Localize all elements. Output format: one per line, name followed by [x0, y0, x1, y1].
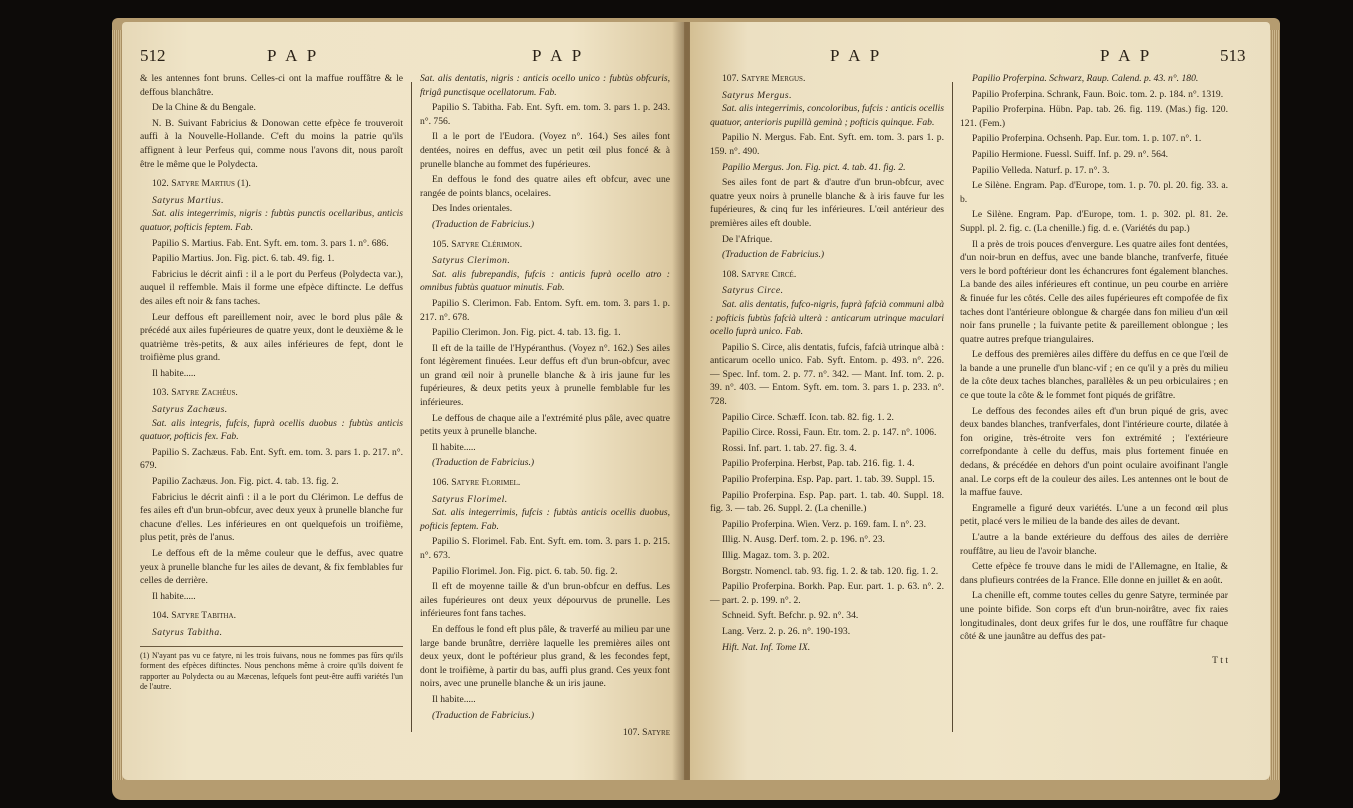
reference: Papilio Mergus. Jon. Fig. pict. 4. tab. 41. fig. 2. [722, 161, 906, 173]
description: Fabricius le décrit ainfi : il a le port du Perfeus (Polydecta var.), auquel il reffemble. Mais il forme une efpèce diftincte. Le deffus des ailes eft noir & fans taches. [140, 268, 403, 307]
running-header: P A P [267, 46, 320, 65]
reference: Papilio S. Circe, alis dentatis, fufcis, fafcià utrinque albà : anticarum ocello unico. Fab. Syft. Entom. p. 493. n°. 226. — Spec. Inf. tom. 2. p. 77. n°. 342. — Mant. Inf. tom. 2. p. 39. n°. 403. — Entom. Syft. em. tom. 3. pars 1. p. 233. n°. 728. [710, 341, 944, 408]
entry-heading: 105. Satyre Clérimon. [432, 238, 523, 250]
entry-heading: 102. Satyre Martius (1). [152, 178, 251, 190]
paragraph: & les antennes font bruns. Celles-ci ont la maffue rouffâtre & le deffous blanchâtre. [140, 73, 403, 98]
paragraph: De la Chine & du Bengale. [152, 102, 256, 114]
right-page [690, 22, 1270, 780]
reference: Papilio Proferpina. Esp. Pap. part. 1. tab. 40. Suppl. 18. fig. 3. — tab. 26. Suppl. 2. (La chenille.) [710, 489, 944, 515]
genus-name: Satyrus Circe. [722, 285, 784, 297]
reference: Papilio Proferpina. Herbst, Pap. tab. 216. fig. 1. 4. [722, 458, 915, 470]
habitat: Il habite..... [432, 441, 476, 453]
translation-note: (Traduction de Fabricius.) [432, 218, 535, 230]
reference: Papilio Florimel. Jon. Fig. pict. 6. tab. 50. fig. 2. [432, 565, 618, 577]
description: Leur deffous eft pareillement noir, avec le bord plus pâle & précédé aux ailes fupérieures de quatre yeux, dont le deuxième & le quatrième très-petits, & aux ailes inférieures de fept, dont le troifième plus grand. [140, 311, 403, 364]
reference: Papilio S. Florimel. Fab. Ent. Syft. em. tom. 3. pars 1. p. 215. n°. 673. [420, 536, 670, 561]
latin-diagnosis: Sat. alis integerrimis, concoloribus, fufcis : anticis ocellis quatuor, anterioris pupillà geminà ; pofticis quinque. Fab. [710, 103, 944, 128]
reference: Rossi. Inf. part. 1. tab. 27. fig. 3. 4. [722, 442, 857, 454]
reference: Borgstr. Nomencl. tab. 93. fig. 1. 2. & tab. 120. fig. 1. 2. [722, 565, 939, 577]
habitat: Il habite..... [432, 693, 476, 705]
left-column-1 [140, 72, 403, 693]
reference: Lang. Verz. 2. p. 26. n°. 190-193. [722, 625, 851, 637]
translation-note: (Traduction de Fabricius.) [722, 249, 825, 261]
reference: Schneid. Syft. Befchr. p. 92. n°. 34. [722, 610, 859, 622]
reference: Papilio S. Tabitha. Fab. Ent. Syft. em. tom. 3. pars 1. p. 243. n°. 756. [420, 102, 670, 127]
latin-diagnosis: Sat. alis fubrepandis, fufcis : anticis fuprà ocello atro : omnibus fubtùs quatuor minutis. Fab. [420, 268, 670, 294]
description: Le deffous de chaque aile a l'extrémité plus pâle, avec quatre petits yeux à prunelle blanche. [420, 412, 670, 438]
translation-note: (Traduction de Fabricius.) [432, 457, 535, 469]
description: Fabricius le décrit ainfi : il a le port du Clérimon. Le deffus de fes ailes eft d'un brun-obfcur, avec deux yeux à prunelle blanche fur chacune d'elles. Les inférieures en ont quelquefois un troifième, plus petit, près de l'anus. [140, 491, 403, 544]
description: Il eft de moyenne taille & d'un brun-obfcur en deffus. Les ailes fupérieures ont deux yeux dépourvus de prunelle. Les inférieures font fans taches. [420, 581, 670, 620]
habitat: Il habite..... [152, 590, 196, 602]
right-column-2 [960, 72, 1228, 667]
latin-diagnosis: Sat. alis integris, fufcis, fuprà ocellis duobus : fubtùs anticis quatuor, pofticis fex. Fab. [140, 417, 403, 443]
latin-diagnosis: Sat. alis dentatis, fufco-nigris, fuprà fafcià communi albà : pofticis fubtùs fafcià ulterà : anticarum utrinque maculari ocello fuprà unico. Fab. [710, 298, 944, 338]
reference: Papilio Velleda. Naturf. p. 17. n°. 3. [972, 164, 1110, 176]
reference: Papilio Zachæus. Jon. Fig. pict. 4. tab. 13. fig. 2. [152, 476, 339, 488]
description: Le deffous des premières ailes diffère du deffus en ce que l'œil de la bande a une prunelle d'un blanc-vif ; en ce qu'il y a près du milieu de la côte deux taches blanches, parallèles & un peu orbiculaires ; en ce que toute la côte & le fommet font piqués de grifâtre. [960, 349, 1228, 402]
running-header: P A P [830, 46, 883, 65]
reference: Illig. Magaz. tom. 3. p. 202. [722, 550, 830, 561]
reference: Papilio Hermione. Fuessl. Suiff. Inf. p. 29. n°. 564. [972, 148, 1169, 160]
reference: Papilio Circe. Rossi, Faun. Etr. tom. 2. p. 147. n°. 1006. [722, 427, 937, 439]
description: La chenille eft, comme toutes celles du genre Satyre, terminée par une pointe bifide. Son corps eft d'un brun-noirâtre, avec fix raies longitudinales, dont deux grifes fur le dos, une rouffâtre fur chaque côté & une jaunâtre au deffus des pat- [960, 590, 1228, 643]
reference: Papilio Proferpina. Hübn. Pap. tab. 26. fig. 119. (Mas.) fig. 120. 121. (Fem.) [960, 104, 1228, 129]
habitat: Des Indes orientales. [432, 203, 513, 215]
reference: Papilio Clerimon. Jon. Fig. pict. 4. tab. 13. fig. 1. [432, 327, 621, 339]
description: Le deffous des fecondes ailes eft d'un brun piqué de gris, avec deux bandes blanches, tranfverfales, dont l'intérieure courte, dilatée à fon origine, très-étroite vers fon extrémité ; l'extérieure correfpondante à celle du deffus, mais plus fortement finuée en dedans, & précédée en dehors d'un point oculaire avoifinant l'angle anal. Le corps eft de la couleur des ailes. Les antennes ont le bout de la maffue fauve. [960, 405, 1228, 499]
entry-heading: 103. Satyre Zachéus. [152, 387, 238, 399]
page-number: 513 [1220, 46, 1246, 65]
habitat: Il habite..... [152, 367, 196, 379]
reference: Illig. N. Ausg. Derf. tom. 2. p. 196. n°. 23. [722, 534, 885, 546]
description: Ses ailes font de part & d'autre d'un brun-obfcur, avec quatre yeux noirs à prunelle blanche & à iris fauve fur les fupérieures, & cinq fur les inférieures. L'œil antérieur des premières ailes eft double. [710, 177, 944, 229]
running-header: P A P [1100, 46, 1153, 65]
reference: Papilio S. Martius. Fab. Ent. Syft. em. tom. 3. pars 1. n°. 686. [152, 237, 389, 249]
translation-note: (Traduction de Fabricius.) [432, 709, 535, 721]
entry-heading: 108. Satyre Circé. [722, 268, 797, 280]
paragraph: N. B. Suivant Fabricius & Donowan cette efpèce fe trouveroit auffi à la Nouvelle-Hollande. C'eft du moins la patrie qu'ils affignent à leur Perfeus qui, comme nous l'avons dit, nous paroît être le même que le Polydecta. [140, 117, 403, 170]
genus-name: Satyrus Florimel. [432, 493, 508, 505]
description: L'autre a la bande extérieure du deffous des ailes de derrière rouffâtre, au lieu de l'avoir blanche. [960, 532, 1228, 557]
reference: Papilio Martius. Jon. Fig. pict. 6. tab. 49. fig. 1. [152, 253, 335, 265]
reference: Papilio Proferpina. Schwarz, Raup. Calend. p. 43. n°. 180. [972, 73, 1199, 84]
reference: Papilio Proferpina. Wien. Verz. p. 169. fam. I. n°. 23. [722, 518, 926, 530]
reference: Papilio Proferpina. Schrank, Faun. Boic. tom. 2. p. 184. n°. 1319. [972, 88, 1224, 100]
habitat: De l'Afrique. [722, 233, 773, 245]
genus-name: Satyrus Clerimon. [432, 255, 511, 267]
genus-name: Satyrus Mergus. [722, 89, 793, 101]
right-column-1 [710, 72, 944, 656]
description: En deffous le fond des quatre ailes eft obfcur, avec une rangée de points blancs, ocelaires. [420, 174, 670, 199]
catchword: 107. Satyre [622, 727, 670, 739]
volume-footer: Hift. Nat. Inf. Tome IX. [722, 641, 811, 653]
genus-name: Satyrus Martius. [152, 194, 224, 206]
description: Il eft de la taille de l'Hypéranthus. (Voyez n°. 162.) Ses ailes font légèrement finuées. Leur deffus eft d'un brun-obfcur, avec un grand œil noir à prunelle blanche & à iris jaune fur les fupérieures, & deux petits yeux à prunelle femblable fur les inférieures. [420, 342, 670, 409]
footnote: (1) N'ayant pas vu ce fatyre, ni les trois fuivans, nous ne fommes pas fûrs qu'ils forment des efpèces diftinctes. Nous penchons même à croire qu'ils doivent fe rapporter au Polydecta ou au Mæcenas, lefquels font peut-être auffi variétés l'un de l'autre. [140, 646, 403, 693]
left-column-2 [420, 72, 670, 740]
running-header: P A P [532, 46, 585, 65]
reference: Papilio Proferpina. Esp. Pap. part. 1. tab. 39. Suppl. 15. [722, 474, 935, 486]
reference: Papilio S. Zachæus. Fab. Ent. Syft. em. tom. 3. pars 1. p. 217. n°. 679. [140, 446, 403, 472]
latin-diagnosis: Sat. alis integerrimis, fufcis : fubtùs anticis ocellis duobus, pofticis feptem. Fab. [420, 507, 670, 532]
reference: Papilio Proferpina. Borkh. Pap. Eur. part. 1. p. 63. n°. 2. — part. 2. p. 199. n°. 2. [710, 581, 944, 606]
entry-heading: 107. Satyre Mergus. [722, 73, 806, 84]
latin-diagnosis: Sat. alis integerrimis, nigris : fubtùs punctis ocellaribus, anticis quatuor, pofticis feptem. Fab. [140, 208, 403, 233]
description: En deffous le fond eft plus pâle, & traverfé au milieu par une large bande brunâtre, derrière laquelle les premières ailes ont deux yeux, dont le poftérieur plus grand, & les fecondes fept, dont le troifième, à partir du bas, auffi plus grand. Ces yeux font noirs, avec une prunelle blanche & un iris jaune. [420, 623, 670, 690]
genus-name: Satyrus Tabitha. [152, 626, 223, 638]
description: Cette efpèce fe trouve dans le midi de l'Allemagne, en Italie, & dans plufieurs contrées de la France. Elle donne en juillet & en août. [960, 561, 1228, 586]
entry-heading: 104. Satyre Tabitha. [152, 610, 237, 622]
reference: Papilio S. Clerimon. Fab. Entom. Syft. em. tom. 3. pars 1. p. 217. n°. 678. [420, 297, 670, 323]
left-page [122, 22, 684, 780]
reference: Papilio Proferpina. Ochsenh. Pap. Eur. tom. 1. p. 107. n°. 1. [972, 133, 1202, 145]
description: Engramelle a figuré deux variétés. L'une a un fecond œil plus petit, placé vers le milieu de la bande des ailes de devant. [960, 502, 1228, 528]
column-rule [952, 82, 953, 732]
reference: Le Silène. Engram. Pap. d'Europe, tom. 1. p. 70. pl. 20. fig. 33. a. b. [960, 180, 1228, 205]
description: Le deffous eft de la même couleur que le deffus, avec quatre yeux à prunelle blanche fur les ailes de devant, & fix femblables fur celles de derrière. [140, 548, 403, 587]
signature-mark: T t t [1212, 654, 1228, 666]
reference: Papilio Circe. Schæff. Icon. tab. 82. fig. 1. 2. [722, 411, 894, 423]
description: Il a près de trois pouces d'envergure. Les quatre ailes font dentées, d'un noir-brun en deffus, avec une bande blanche, tranfverfe, fituée vers le bord poftérieur dont les échancrures font également blanches. La bande des ailes inférieures eft continue, un peu courbe en arrière & finuée fur les côtés. Celle des ailes fupérieures eft compofée de fix taches dont l'antérieure oblongue & chargée dans fon milieu d'un œil noir fans prunelle ; la fuivante petite & pareillement oblongue ; les quatre autres prefque triangulaires. [960, 238, 1228, 345]
column-rule [411, 82, 412, 732]
genus-name: Satyrus Zachæus. [152, 404, 228, 416]
page-number: 512 [140, 46, 166, 65]
latin-diagnosis: Sat. alis dentatis, nigris : anticis ocello unico : fubtùs obfcuris, ftrigâ punctisque ocellatorum. Fab. [420, 73, 670, 98]
entry-heading: 106. Satyre Florimel. [432, 477, 521, 489]
description: Il a le port de l'Eudora. (Voyez n°. 164.) Ses ailes font dentées, noires en deffus, avec un petit œil plus foncé & à prunelle blanche au fommet des fupérieures. [420, 131, 670, 170]
reference: Papilio N. Mergus. Fab. Ent. Syft. em. tom. 3. pars 1. p. 159. n°. 490. [710, 132, 944, 157]
reference: Le Silène. Engram. Pap. d'Europe, tom. 1. p. 302. pl. 81. 2e. Suppl. pl. 2. fig. c. (La chenille.) fig. d. e. (Variétés du pap.) [960, 209, 1228, 234]
